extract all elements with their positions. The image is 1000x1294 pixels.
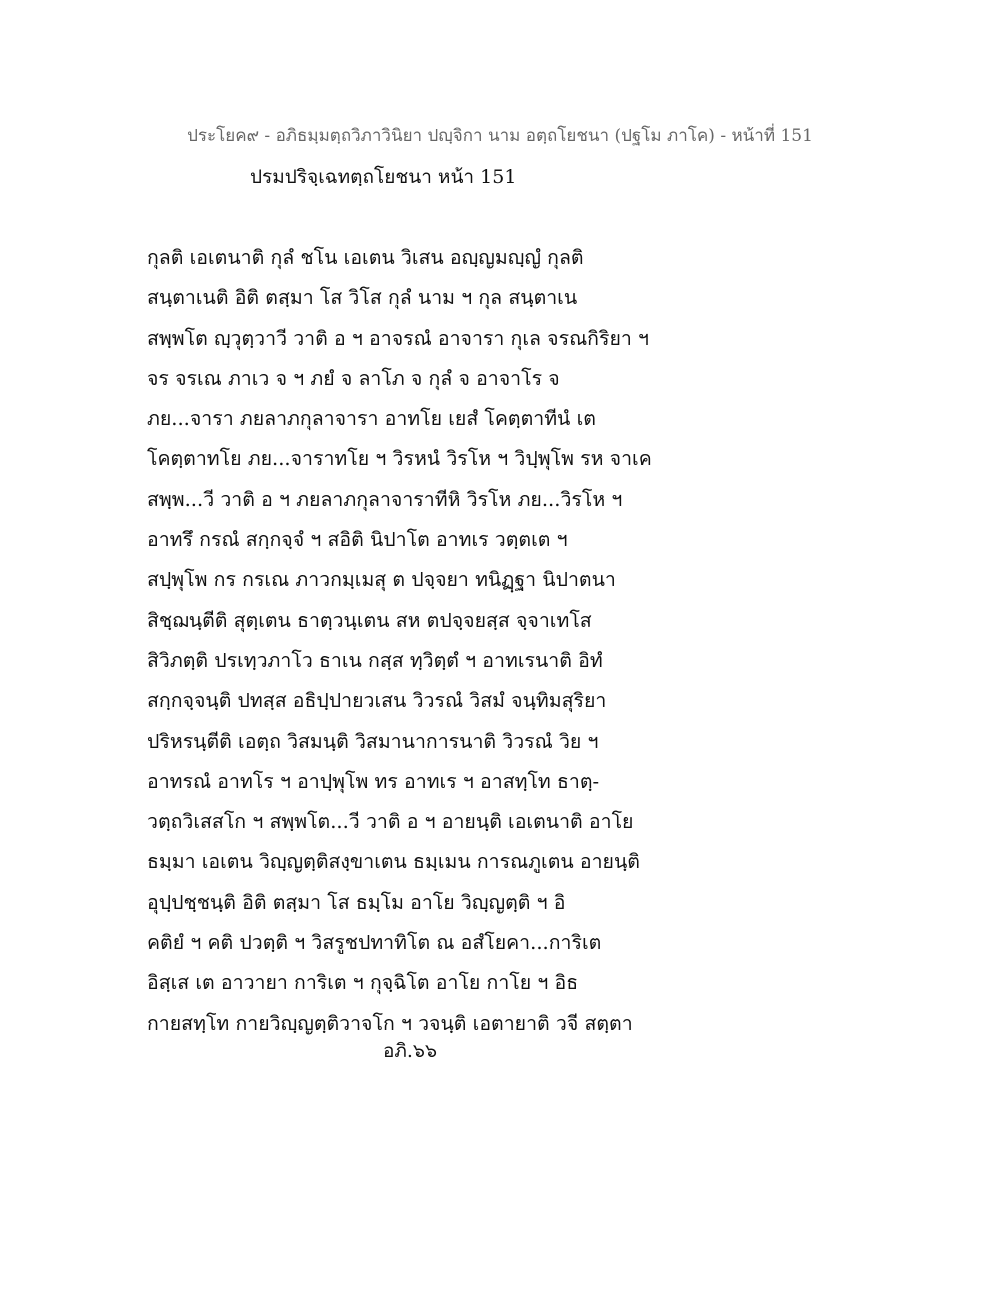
text-line: อาทรึ กรณํ สกฺกจฺจํ ฯ สอิติ นิปาโต อาทเร วตฺตเต ฯ [147, 528, 568, 552]
text-line: สพฺพ...วี วาติ อ ฯ ภยลาภกุลาจาราทีหิ วิรโห ภย...วิรโห ฯ [147, 487, 623, 511]
text-line: อาทรณํ อาทโร ฯ อาปฺพุโพ ทร อาทเร ฯ อาสทฺโท ธาตฺ- [147, 769, 600, 793]
text-line: สิวิภตฺติ ปรเทฺวภาโว ธาเน กสฺส ทฺวิตฺตํ ฯ อาทเรนาติ อิทํ [147, 648, 603, 672]
text-line: กุลติ เอเตนาติ กุลํ ชโน เอเตน วิเสน อญฺญมญฺญํ กุลติ [147, 246, 584, 269]
section-title: ปรมปริจฺเฉทตฺถโยชนา หน้า 151 [250, 166, 517, 188]
text-line: ธมฺมา เอเตน วิญฺญตฺติสงฺขาเตน ธมฺเมน การณภูเตน อายนฺติ [147, 850, 640, 874]
text-line: สพฺพโต ญฺวุตฺวาวี วาติ อ ฯ อาจรณํ อาจารา กุเล จรณกิริยา ฯ [147, 326, 649, 350]
text-line: วตฺถวิเสสโก ฯ สพฺพโต...วี วาติ อ ฯ อายนฺติ เอเตนาติ อาโย [147, 810, 634, 834]
page-footer: อภิ.๖๖ [382, 1040, 438, 1062]
text-line: สกฺกจฺจนฺติ ปทสฺส อธิปฺปายวเสน วิวรณํ วิสมํ จนฺทิมสุริยา [147, 689, 607, 713]
text-line: ปริหรนฺตีติ เอตฺถ วิสมนฺติ วิสมานาการนาติ วิวรณํ วิย ฯ [147, 729, 599, 753]
text-line: สิชฺฌนฺตีติ สุตฺเตน ธาตฺวนฺเตน สห ตปจฺจยสฺส จฺจาเทโส [147, 608, 592, 632]
text-line: สนฺตาเนติ อิติ ตสฺมา โส วิโส กุลํ นาม ฯ กุล สนฺตาเน [147, 286, 578, 310]
text-line: สปฺพุโพ กร กรเณ ภาวกมฺเมสุ ต ปจฺจยา ทนิฏฺฐา นิปาตนา [147, 568, 616, 592]
body-text [147, 238, 847, 1044]
text-line: กายสทฺโท กายวิญฺญตฺติวาจโก ฯ วจนฺติ เอตายาติ วจี สตฺตา [147, 1011, 633, 1035]
text-line: อุปฺปชฺชนฺติ อิติ ตสฺมา โส ธมฺโม อาโย วิญฺญตฺติ ฯ อิ [147, 890, 566, 914]
text-line: โคตฺตาทโย ภย...จาราทโย ฯ วิรหนํ วิรโห ฯ วิปฺพุโพ รห จาเค [147, 447, 652, 471]
running-header: ประโยค๙ - อภิธมฺมตฺถวิภาวินิยา ปญฺจิกา นาม อตฺถโยชนา (ปฐโม ภาโค) - หน้าที่ 151 [187, 126, 813, 146]
text-line: คติยํ ฯ คติ ปวตฺติ ฯ วิสรูชปทาทิโต ณ อสํโยคา...การิเต [147, 931, 602, 955]
text-line: อิสฺเส เต อาวายา การิเต ฯ กุจฺฉิโต อาโย กาโย ฯ อิธ [147, 971, 579, 995]
text-line: ภย...จารา ภยลาภกุลาจารา อาทโย เยสํ โคตฺตาทีนํ เต [147, 407, 596, 431]
text-line: จร จรเณ ภาเว จ ฯ ภยํ จ ลาโภ จ กุลํ จ อาจาโร จ [147, 366, 560, 390]
